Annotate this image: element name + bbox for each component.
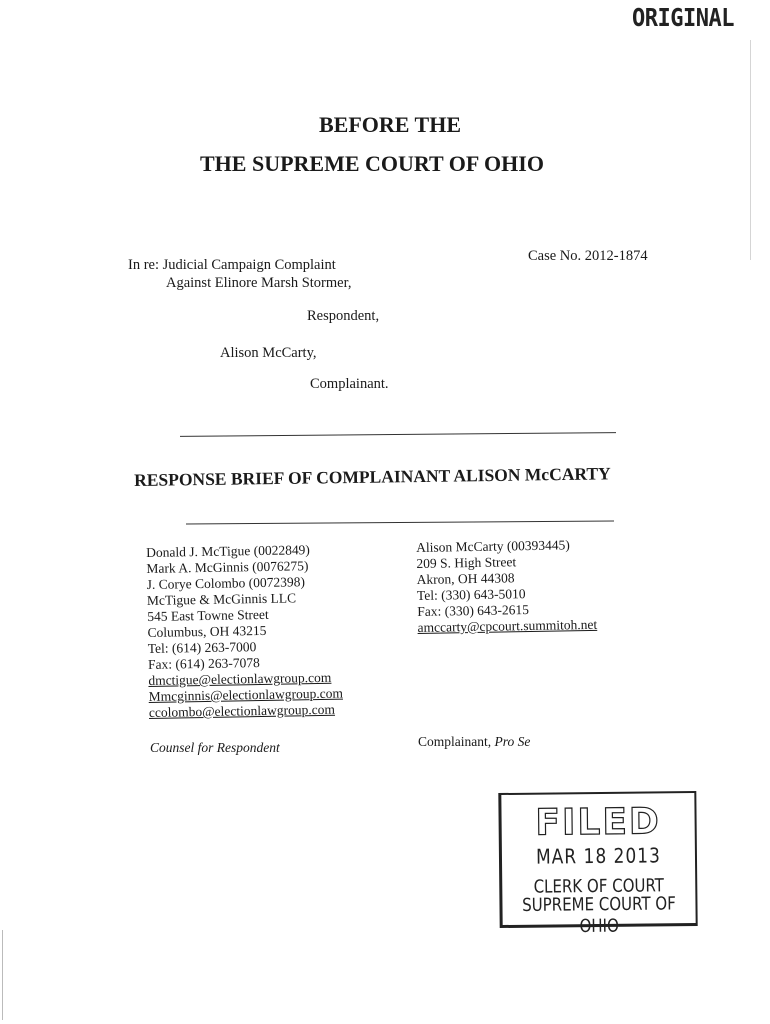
divider-top	[180, 432, 616, 437]
caption-in-re	[128, 256, 351, 292]
heading-before-the: BEFORE THE	[318, 112, 462, 137]
filed-court: SUPREME COURT OF OHIO	[522, 892, 676, 937]
counsel-line: Donald J. McTigue (0022849)	[146, 542, 310, 560]
counsel-email-link[interactable]: ccolombo@electionlawgroup.com	[148, 701, 336, 720]
original-stamp: ORIGINAL	[632, 4, 734, 33]
complainant-label: Complainant.	[310, 376, 389, 392]
complainant-line: Fax: (330) 643-2615	[417, 602, 530, 619]
complainant-name: Alison McCarty,	[220, 345, 317, 361]
case-number: Case No. 2012-1874	[528, 248, 648, 264]
counsel-email-link[interactable]: dmctigue@electionlawgroup.com	[148, 669, 332, 688]
pro-se-italic: Pro Se	[494, 734, 531, 749]
counsel-email-link[interactable]: Mmcginnis@electionlawgroup.com	[148, 685, 344, 704]
counsel-line: Columbus, OH 43215	[147, 622, 267, 640]
counsel-line: 545 East Towne Street	[147, 606, 269, 624]
complainant-role	[418, 734, 530, 750]
counsel-line: J. Corye Colombo (0072398)	[146, 574, 306, 592]
complainant-line: Tel: (330) 643-5010	[416, 586, 526, 603]
complainant-line: Alison McCarty (00393445)	[416, 537, 570, 555]
counsel-line: McTigue & McGinnis LLC	[146, 590, 297, 608]
counsel-block	[146, 542, 343, 721]
complainant-line: 209 S. High Street	[416, 554, 517, 571]
filed-clerk: CLERK OF COURT	[533, 874, 665, 898]
complainant-email-link[interactable]: amccarty@cpcourt.summitoh.net	[417, 616, 598, 635]
counsel-line: Mark A. McGinnis (0076275)	[146, 558, 309, 576]
filed-word: FILED	[535, 801, 662, 844]
filed-stamp	[498, 791, 697, 937]
respondent-label: Respondent,	[307, 308, 380, 324]
brief-title: RESPONSE BRIEF OF COMPLAINANT ALISON McCARTY	[134, 463, 611, 490]
complainant-block	[416, 537, 597, 636]
counsel-line: Fax: (614) 263-7078	[147, 655, 260, 672]
scan-edge-right	[750, 40, 751, 260]
heading-court-name: THE SUPREME COURT OF OHIO	[200, 151, 544, 176]
filed-date: MAR 18 2013	[535, 844, 662, 870]
in-re-line-1: In re: Judicial Campaign Complaint	[128, 257, 336, 273]
in-re-line-2: Against Elinore Marsh Stormer,	[166, 275, 352, 291]
divider-bottom	[186, 521, 614, 525]
counsel-line: Tel: (614) 263-7000	[147, 639, 257, 656]
complainant-role-prefix: Complainant,	[418, 734, 495, 749]
scan-edge-left	[2, 930, 3, 1020]
complainant-line: Akron, OH 44308	[416, 570, 515, 587]
counsel-role: Counsel for Respondent	[150, 740, 280, 755]
